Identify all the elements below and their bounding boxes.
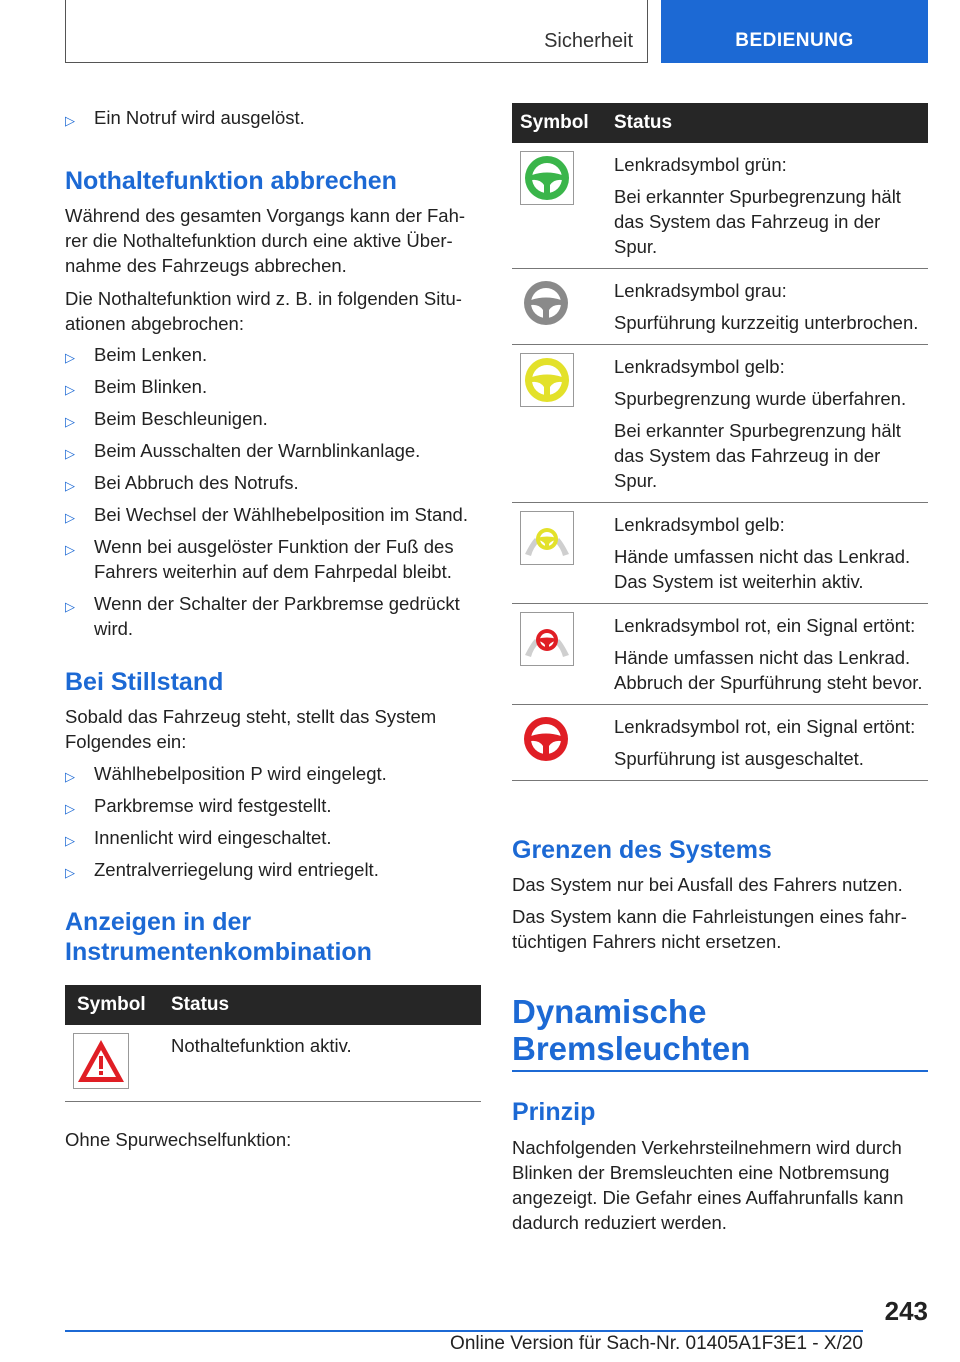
triangle-bullet-icon: ▷ — [65, 414, 75, 429]
triangle-bullet-icon: ▷ — [65, 446, 75, 461]
steering-wheel-grey-icon — [520, 277, 574, 331]
warning-triangle-icon — [73, 1033, 129, 1089]
footer-divider — [65, 1330, 863, 1332]
heading-bei-stillstand: Bei Stillstand — [65, 668, 224, 696]
header-section-label: Sicherheit — [544, 30, 633, 52]
triangle-bullet-icon: ▷ — [65, 599, 75, 614]
status-title: Lenkradsymbol grau: — [614, 280, 787, 301]
column-header-symbol: Symbol — [65, 985, 159, 1025]
status-title: Lenkradsymbol rot, ein Signal ertönt: — [614, 716, 916, 737]
table-lane-symbols — [512, 103, 928, 781]
table-row — [512, 269, 928, 345]
status-title: Lenkradsymbol gelb: — [614, 356, 785, 377]
table-row — [512, 705, 928, 781]
list-item: ▷ Beim Ausschalten der Warnblinkanlage. — [65, 438, 481, 463]
triangle-bullet-icon: ▷ — [65, 113, 75, 128]
paragraph: Das System nur bei Ausfall des Fahrers nutzen. — [512, 874, 903, 895]
triangle-bullet-icon: ▷ — [65, 542, 75, 557]
paragraph: Sobald das Fahrzeug steht, stellt das System Folgendes ein: — [65, 706, 437, 752]
triangle-bullet-icon: ▷ — [65, 865, 75, 880]
table-row — [512, 143, 928, 269]
status-text: Spurführung ist ausgeschaltet. — [614, 748, 864, 769]
list-item: ▷ Beim Beschleunigen. — [65, 406, 481, 431]
list-item: ▷ Wenn bei ausgelöster Funktion der Fuß des Fahrers weiterhin auf dem Fahrpedal bleibt. — [65, 536, 454, 582]
paragraph: Während des gesamten Vorgangs kann der Fahrer die Nothaltefunktion durch eine aktive Übernahme des Fahrzeugs abbrechen. — [65, 205, 466, 276]
table-row — [65, 1025, 481, 1102]
paragraph: Das System kann die Fahrleistungen eines fahrtüchtigen Fahrers nicht ersetzen. — [512, 906, 907, 952]
steering-wheel-red-icon — [520, 713, 574, 767]
hands-on-wheel-red-icon — [520, 612, 574, 666]
status-text: Bei erkannter Spurbegrenzung hält das System das Fahrzeug in der Spur. — [614, 420, 901, 491]
triangle-bullet-icon: ▷ — [65, 510, 75, 525]
status-title: Lenkradsymbol grün: — [614, 154, 787, 175]
list-item: ▷ Zentralverriegelung wird entriegelt. — [65, 857, 481, 882]
list-item: ▷ Bei Wechsel der Wählhebelposition im Stand. — [65, 502, 481, 527]
status-text: Spurbegrenzung wurde überfahren. — [614, 388, 907, 409]
triangle-bullet-icon: ▷ — [65, 382, 75, 397]
list-item: ▷ Wenn der Schalter der Parkbremse gedrückt wird. — [65, 593, 460, 639]
list-item: ▷ Wählhebelposition P wird eingelegt. — [65, 761, 481, 786]
status-text: Hände umfassen nicht das Lenkrad. Abbruch der Spurführung steht bevor. — [614, 647, 923, 693]
paragraph: Die Nothaltefunktion wird z. B. in folgenden Situationen abgebrochen: — [65, 288, 462, 334]
heading-grenzen-des-systems: Grenzen des Systems — [512, 836, 772, 864]
steering-wheel-green-icon — [520, 151, 574, 205]
column-header-status: Status — [159, 985, 481, 1025]
column-header-symbol: Symbol — [512, 103, 602, 143]
status-cell: Nothaltefunktion aktiv. — [159, 1025, 481, 1102]
list-item: ▷ Ein Notruf wird ausgelöst. — [65, 105, 510, 130]
chapter-title-dynamische-bremsleuchten: Dynamische Bremsleuchten — [512, 993, 751, 1067]
header-chapter-tab — [661, 0, 928, 63]
triangle-bullet-icon: ▷ — [65, 769, 75, 784]
status-text: Hände umfassen nicht das Lenkrad. Das System ist weiterhin aktiv. — [614, 546, 911, 592]
stillstand-list — [65, 761, 481, 882]
table-row — [512, 503, 928, 604]
list-item: ▷ Beim Lenken. — [65, 342, 481, 367]
list-item: ▷ Beim Blinken. — [65, 374, 481, 399]
heading-nothaltefunktion-abbrechen: Nothaltefunktion abbrechen — [65, 167, 397, 195]
triangle-bullet-icon: ▷ — [65, 801, 75, 816]
hands-on-wheel-yellow-icon — [520, 511, 574, 565]
table-instrument-symbols — [65, 985, 481, 1102]
table-row — [512, 604, 928, 705]
column-header-status: Status — [602, 103, 928, 143]
steering-wheel-yellow-icon — [520, 353, 574, 407]
abbruch-list — [65, 342, 481, 641]
list-item: ▷ Innenlicht wird eingeschaltet. — [65, 825, 481, 850]
heading-prinzip: Prinzip — [512, 1098, 596, 1126]
paragraph: Nachfolgenden Verkehrsteilnehmern wird durch Blinken der Bremsleuchten eine Notbremsung angezeigt. Die Gefahr eines Auffahrunfalls kann dadurch reduziert werden. — [512, 1137, 904, 1233]
paragraph: Ohne Spurwechselfunktion: — [65, 1129, 292, 1150]
header-section-tab — [65, 0, 648, 63]
list-item: ▷ Bei Abbruch des Notrufs. — [65, 470, 481, 495]
status-text: Spurführung kurzzeitig unterbrochen. — [614, 312, 919, 333]
header-chapter-label: BEDIENUNG — [735, 30, 854, 51]
footer-text: Online Version für Sach-Nr. 01405A1F3E1 - X/20 — [450, 1333, 863, 1354]
triangle-bullet-icon: ▷ — [65, 478, 75, 493]
page-number: 243 — [884, 1296, 928, 1326]
status-title: Lenkradsymbol gelb: — [614, 514, 785, 535]
heading-anzeigen: Anzeigen in der Instrumentenkombination — [65, 908, 372, 966]
list-item: ▷ Parkbremse wird festgestellt. — [65, 793, 481, 818]
triangle-bullet-icon: ▷ — [65, 350, 75, 365]
chapter-divider — [512, 1070, 928, 1072]
status-title: Lenkradsymbol rot, ein Signal ertönt: — [614, 615, 916, 636]
status-text: Bei erkannter Spurbegrenzung hält das System das Fahrzeug in der Spur. — [614, 186, 901, 257]
table-row — [512, 345, 928, 503]
triangle-bullet-icon: ▷ — [65, 833, 75, 848]
